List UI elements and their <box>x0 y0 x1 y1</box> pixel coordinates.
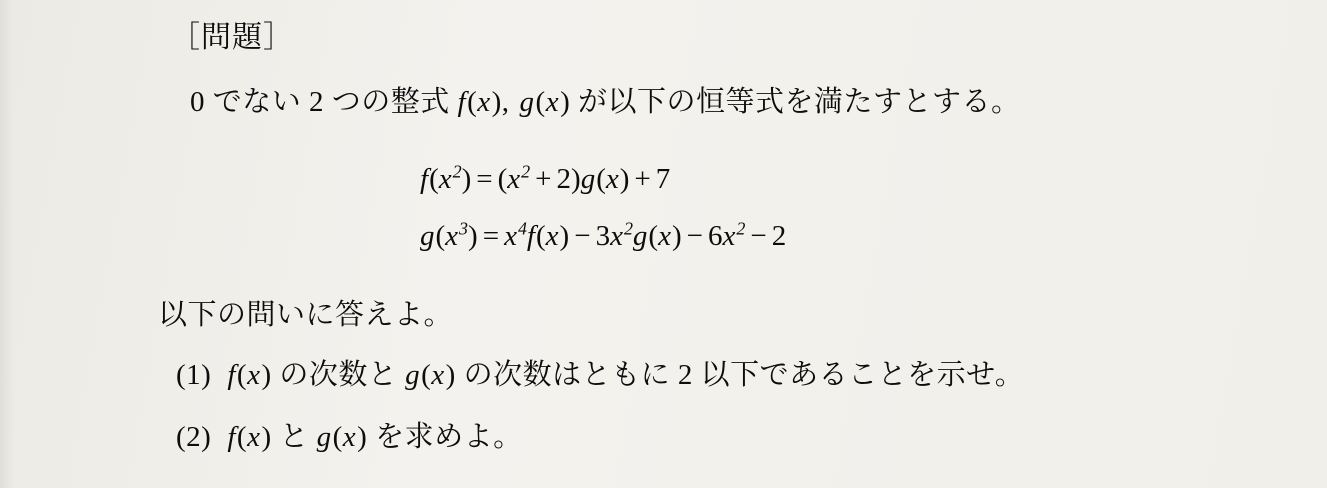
question-1-mid1: の次数と <box>271 359 406 391</box>
question-item-1: (1) f(x) の次数と g(x) の次数はともに 2 以下であることを示せ。 <box>176 359 1025 391</box>
statement-separator: , <box>501 86 510 118</box>
question-2-number: (2) <box>176 421 212 453</box>
question-2-mid1: と <box>271 421 317 453</box>
equation-2: $g(x^3) = x^4f(x) - 3x^2g(x) - 6x^2 - 2$ <box>420 218 787 252</box>
statement-pre: 0 でない 2 つの整式 <box>190 86 458 118</box>
instruction-line: 以下の問いに答えよ。 <box>158 299 454 331</box>
page-title: ［問題］ <box>170 21 294 54</box>
inline-math-gx-paren: ( <box>535 86 546 118</box>
statement-post: が以下の恒等式を満たすとする。 <box>570 86 1021 118</box>
question-2-mid2: を求めよ。 <box>367 421 523 453</box>
inline-math-f: f <box>457 86 467 118</box>
question-1-mid2: の次数はともに 2 以下であることを示せ。 <box>455 359 1025 391</box>
equation-1: $f(x^2) = (x^2 + 2)g(x) + 7$ <box>420 161 671 195</box>
question-item-2: (2) f(x) と g(x) を求めよ。 <box>176 421 523 453</box>
inline-math-fx-paren-close: ) <box>491 86 502 118</box>
question-1-number: (1) <box>176 359 212 391</box>
inline-math-gx-paren-close: ) <box>560 86 571 118</box>
inline-math-fx-paren: ( <box>467 86 478 118</box>
inline-math-x1: x <box>477 86 491 118</box>
inline-math-g: g <box>519 86 535 118</box>
inline-math-x2: x <box>545 86 560 118</box>
problem-statement-line <box>190 85 1021 120</box>
